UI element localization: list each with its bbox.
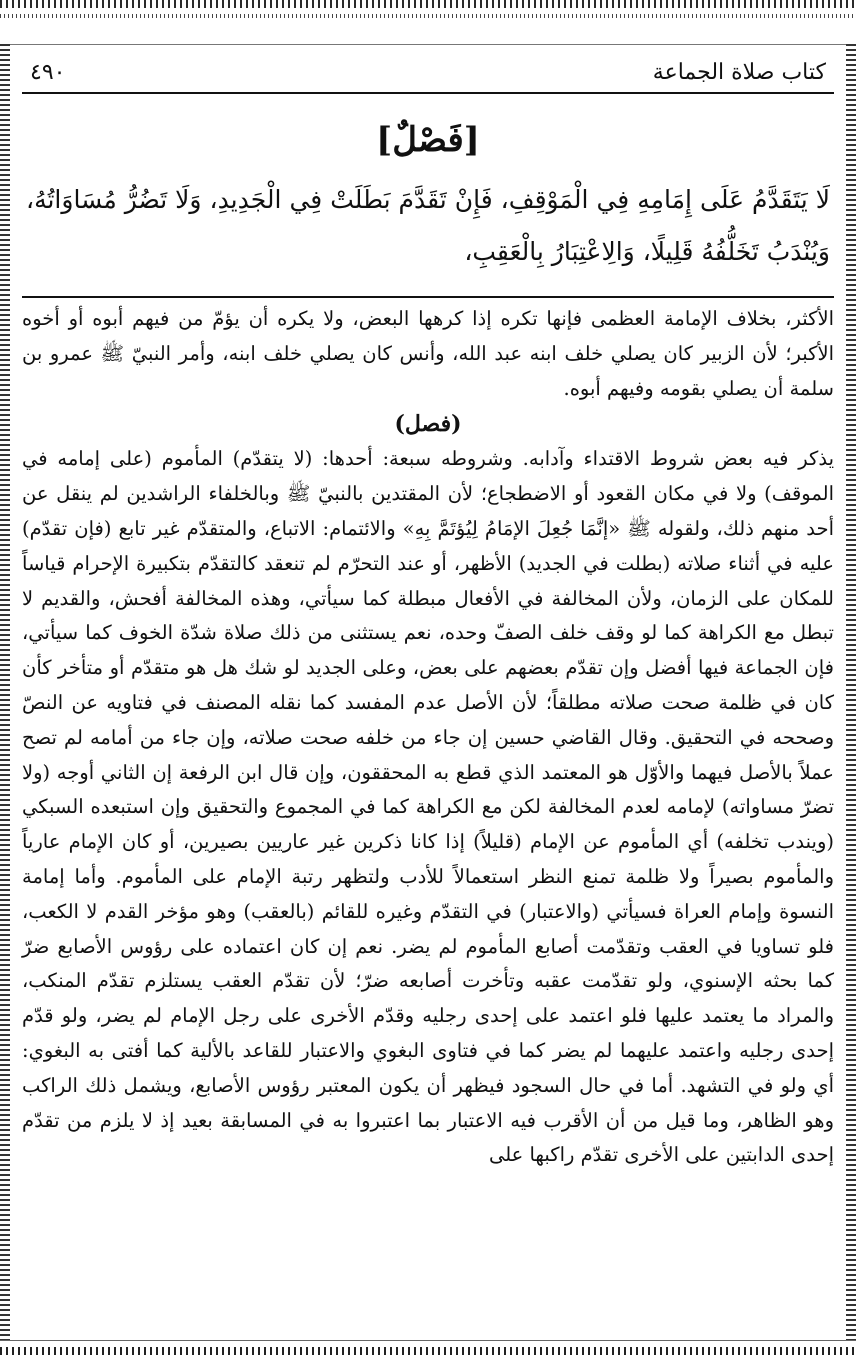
running-title: كتاب صلاة الجماعة	[652, 60, 826, 85]
section-subheading: (فصل)	[394, 411, 462, 438]
bottom-border-ornament	[0, 1340, 856, 1367]
matn-text: لَا يَتَقَدَّمُ عَلَى إِمَامِهِ فِي الْمَوْقِفِ، فَإِنْ تَقَدَّمَ بَطَلَتْ فِي الْجَدِيدِ، وَلَا تَضُرُّ مُسَاوَاتُهُ، وَيُنْدَبُ تَخَلُّفُهُ قَلِيلًا، وَالِاعْتِبَارُ بِالْعَقِبِ،	[26, 185, 830, 266]
top-border-ornament	[0, 0, 856, 45]
chapter-heading: [فَصْلٌ]	[376, 120, 480, 160]
commentary-paragraph-1: الأكثر، بخلاف الإمامة العظمى فإنها تكره إذا كرهها البعض، ولا يكره أن يؤمّ من فيهم أبوه أو أخوه الأكبر؛ لأن الزبير كان يصلي خلف ابنه عبد الله، وأنس كان يصلي خلف ابنه، وأمر النبيّ ﷺ عمرو بن سلمة أن يصلي بقومه وفيهم أبوه.	[22, 307, 834, 400]
commentary-paragraph-2: يذكر فيه بعض شروط الاقتداء وآدابه. وشروطه سبعة: أحدها: (لا يتقدّم) المأموم (على إمامه في الموقف) ولا في مكان القعود أو الاضطجاع؛ لأن المقتدين بالنبيّ ﷺ وبالخلفاء الراشدين لم ينقل عن أحد منهم ذلك، ولقوله ﷺ «إنَّمَا جُعِلَ الإمَامُ لِيُؤتَمَّ بِهِ» والائتمام: الاتباع، والمتقدّم غير تابع (فإن تقدّم) عليه في أثناء صلاته (بطلت في الجديد) الأظهر، أو عند التحرّم لم تنعقد كالتقدّم بتكبيرة الإحرام قياساً للمكان على الزمان، ولأن المخالفة في الأفعال مبطلة كما سيأتي، وهذه المخالفة أفحش، والقديم لا تبطل مع الكراهة كما لو وقف خلف الصفّ وحده، نعم يستثنى من ذلك صلاة شدّة الخوف كما سيأتي، فإن الجماعة فيها أفضل وإن تقدّم بعضهم على بعض، وعلى الجديد لو شك هل هو متقدّم أو متأخر كأن كان في ظلمة صحت صلاته مطلقاً؛ لأن الأصل عدم المفسد كما نقله المصنف في فتاويه عن النصّ وصححه في التحقيق. وقال القاضي حسين إن جاء من خلفه صحت صلاته، وإن جاء من أمامه لم تصح عملاً بالأصل فيهما والأوّل هو المعتمد الذي قطع به المحققون، وإن قال ابن الرفعة إن الثاني أوجه (ولا تضرّ مساواته) لإمامه لعدم المخالفة لكن مع الكراهة كما في المجموع والتحقيق وإن استبعده السبكي (ويندب تخلفه) أي المأموم عن الإمام (قليلاً) إذا كانا ذكرين غير عاريين بصيرين، أو كان الإمام عارياً والمأموم بصيراً ولا ظلمة تمنع النظر استعمالاً للأدب ولتظهر رتبة الإمام على المأموم. وأما إمامة النسوة وإمام العراة فسيأتي (والاعتبار) في التقدّم وغيره للقائم (بالعقب) وهو مؤخر القدم لا الكعب، فلو تساويا في العقب وتقدّمت أصابع المأموم لم يضر. نعم إن كان اعتماده على رؤوس الأصابع ضرّ كما بحثه الإسنوي، ولو تقدّمت عقبه وتأخرت أصابعه ضرّ؛ لأن تقدّم العقب يستلزم تقدّم المنكب، والمراد ما يعتمد عليها فلو اعتمد على إحدى رجليه وقدّم الأخرى على رجل الإمام لم يضر، ولو قدّم إحدى رجليه واعتمد عليهما لم يضر كما في فتاوى البغوي والاعتبار للقاعد بالألية كما أفتى به البغوي: أي ولو في التشهد. أما في حال السجود فيظهر أن يكون المعتبر رؤوس الأصابع، ويشمل ذلك الراكب وهو الظاهر، وما قيل من أن الأقرب فيه الاعتبار بما اعتبروا به في المسابقة بعيد إذ لا يلزم من تقدّم إحدى الدابتين على الأخرى تقدّم راكبها على	[22, 447, 835, 1167]
book-page	[22, 52, 834, 1331]
page-number: ٤٩٠	[30, 60, 66, 85]
left-border-ornament	[0, 44, 10, 1341]
running-header	[22, 52, 834, 94]
commentary	[22, 302, 834, 1173]
right-border-ornament	[846, 44, 856, 1341]
text-divider	[22, 296, 834, 298]
